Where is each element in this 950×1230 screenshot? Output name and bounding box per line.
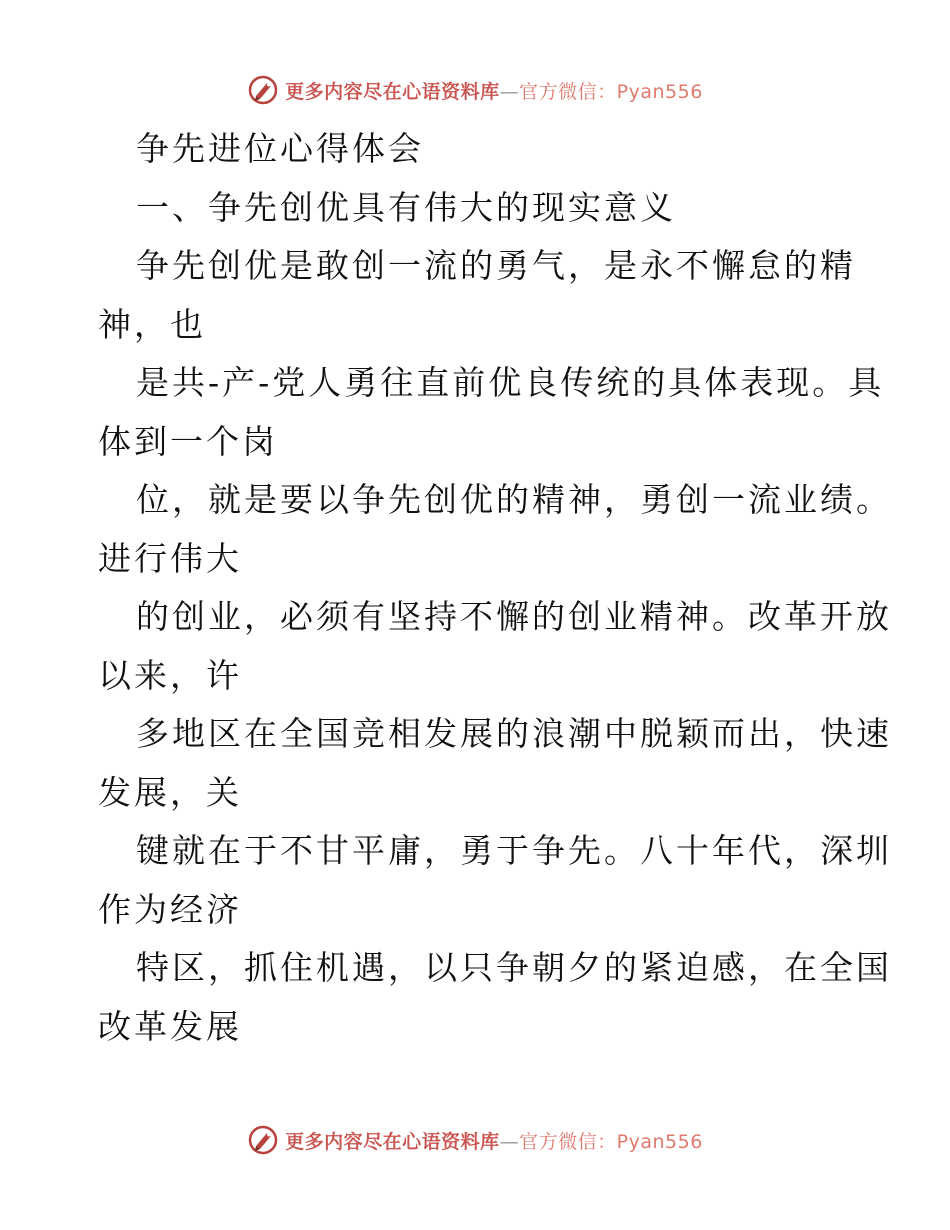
watermark-wechat: 官方微信：Pyan556 [519, 1130, 703, 1153]
paragraph-line: 多地区在全国竞相发展的浪潮中脱颖而出，快速 [136, 714, 892, 753]
watermark-brand: 更多内容尽在心语资料库 [285, 1130, 500, 1153]
watermark-wechat: 官方微信：Pyan556 [519, 80, 703, 103]
watermark-separator: — [499, 1130, 520, 1153]
doc-title: 争先进位心得体会 [136, 129, 424, 168]
paragraph-line: 特区，抓住机遇，以只争朝夕的紧迫感，在全国 [136, 948, 892, 987]
paragraph-line: 以来，许 [98, 655, 242, 695]
paragraph-line: 发展，关 [98, 772, 242, 812]
paragraph-line: 的创业，必须有坚持不懈的创业精神。改革开放 [136, 597, 892, 636]
section-heading: 一、争先创优具有伟大的现实意义 [136, 187, 676, 227]
paragraph-line: 争先创优是敢创一流的勇气，是永不懈怠的精 [136, 246, 856, 285]
paragraph-line: 位，就是要以争先创优的精神，勇创一流业绩。 [136, 480, 892, 519]
footer-watermark [0, 1122, 950, 1158]
paragraph-line: 键就在于不甘平庸，勇于争先。八十年代，深圳 [136, 831, 892, 870]
paragraph-line: 改革发展 [98, 1006, 242, 1046]
header-watermark [0, 72, 950, 108]
paragraph-line: 作为经济 [98, 889, 242, 929]
document-body [98, 120, 892, 1056]
pen-logo-icon [247, 74, 279, 106]
pen-logo-icon [247, 1124, 279, 1156]
paragraph-line: 体到一个岗 [98, 421, 278, 461]
watermark-brand: 更多内容尽在心语资料库 [285, 80, 500, 103]
watermark-separator: — [499, 80, 520, 103]
paragraph-line: 神，也 [98, 304, 206, 344]
paragraph-line: 进行伟大 [98, 538, 242, 578]
paragraph-line: 是共-产-党人勇往直前优良传统的具体表现。具 [136, 363, 885, 402]
